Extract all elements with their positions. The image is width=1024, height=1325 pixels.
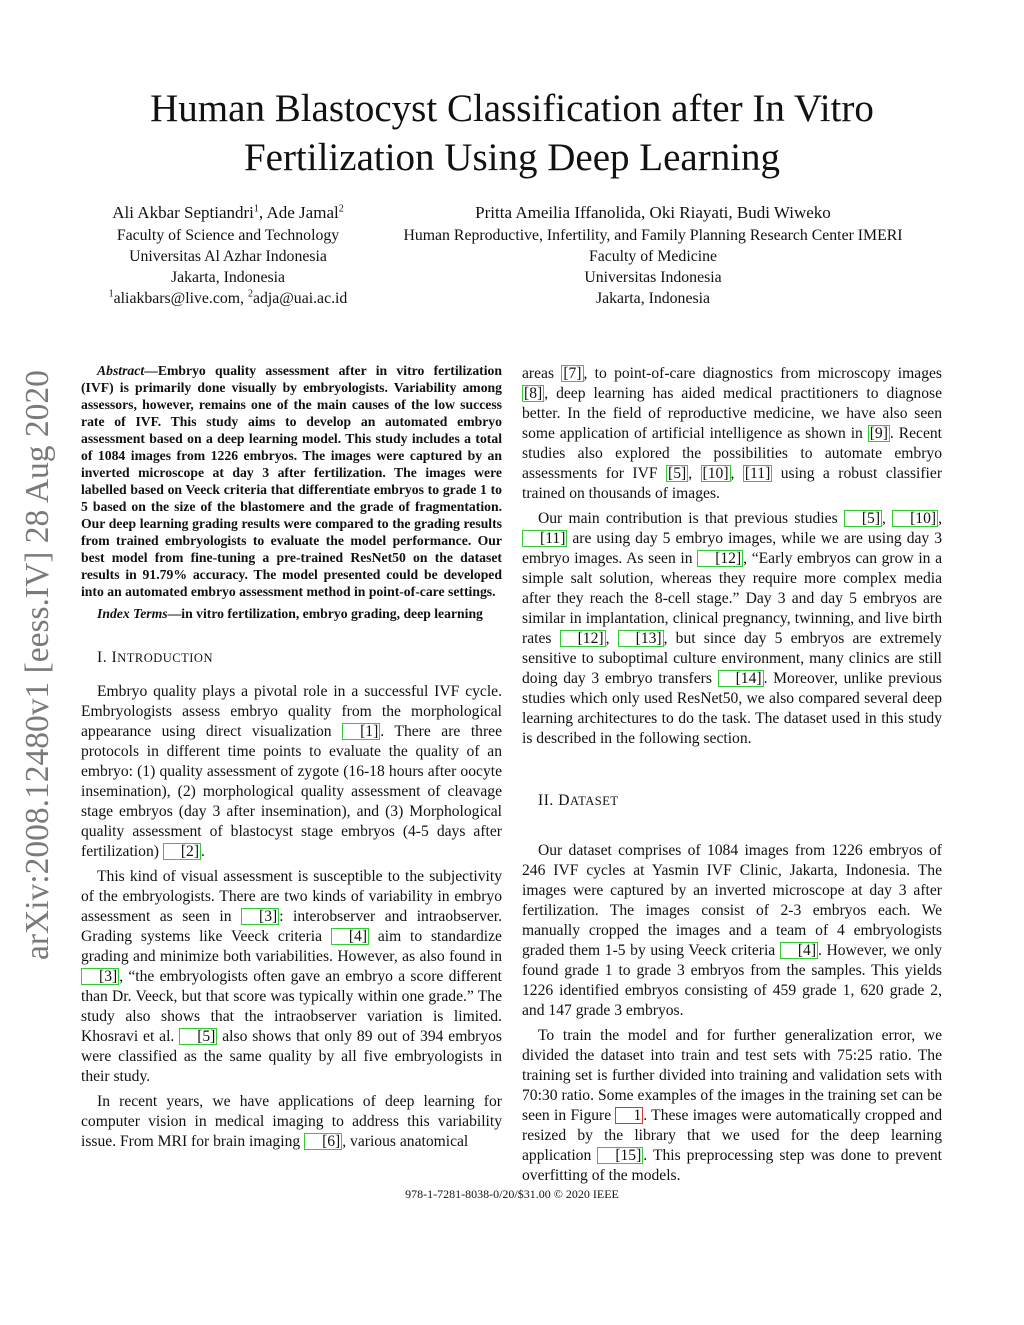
citation-link[interactable]: [11] xyxy=(744,465,771,482)
intro-paragraph-4: Our main contribution is that previous studies [5] , [10] , [11] are using day 5 embryo images, while we are using day 3 embryo images. As seen in [12] , “Early embryos can grow in a simple salt solution, whereas they require more complex media after they reach the 8-cell stage.” Day 3 and day 5 embryos are similar in implantation, clinical pregnancy, twinning, and live birth rates [12] , [13] , but since day 5 embryos are extremely sensitive to suboptimal culture environment, many clinics are still doing day 3 embryo transfers [14] . Moreover, unlike previous studies which only used ResNet50, we also compared several deep learning architectures to do the task. The dataset used in this study is described in the following section. xyxy=(522,510,942,747)
intro-paragraph-3-continued: areas [7] , to point-of-care diagnostics from microscopy images [8] , deep learning has aided medical practitioners to diagnose better. In the field of reproductive medicine, we have also seen some application of artificial intelligence as shown in [9] . Recent studies also explored the possibilities to automate embryo assessments for IVF [5] , [10] , [11] using a robust classifier trained on thousands of images. xyxy=(522,365,943,502)
section-heading-introduction: I. INTRODUCTION xyxy=(97,649,213,666)
citation-link[interactable]: [5] xyxy=(179,1028,217,1045)
citation-link[interactable]: [6] xyxy=(304,1133,342,1150)
intro-paragraph-2: This kind of visual assessment is susceptible to the subjectivity of the embryologists. There are two kinds of variability in embryo assessment as seen in [3] : interobserver and intraobserver. Grading systems like Veeck criteria [4] aim to standardize grading and minimize both variabilities. However, as also found in [3] , “the embryologists often gave an embryo a score different than Dr. Veeck, but that score was typically within one grade.” The study also shows that the intraobserver variation is limited. Khosravi et al. [5] also shows that only 89 out of 394 embryos were classified as the same quality by all five embryologists in their study. xyxy=(81,868,503,1085)
citation-link[interactable]: [1] xyxy=(342,723,380,740)
dataset-paragraph-2: To train the model and for further generalization error, we divided the dataset into train and test sets with 75:25 ratio. The training set is further divided into training and validation sets with 70:30 ratio. Some examples of the images in the training set can be seen in Figure 1 . These images were automatically cropped and resized by the library that we used for the deep learning application [15] . This preprocessing step was done to prevent overfitting of the models. xyxy=(522,1027,943,1184)
section-heading-dataset: II. DATASET xyxy=(538,792,619,809)
author-names: Pritta Ameilia Iffanolida, Oki Riayati, Budi Wiweko xyxy=(475,203,831,222)
citation-link[interactable]: [3] xyxy=(81,968,119,985)
citation-link[interactable]: [12] xyxy=(560,630,606,647)
index-terms: Index Terms—in vitro fertilization, embryo grading, deep learning xyxy=(97,606,483,621)
intro-paragraph-1: Embryo quality plays a pivotal role in a successful IVF cycle. Embryologists assess embryo quality from the morphological appearance using direct visualization [1] . There are three protocols in different time points to evaluate the quality of an embryo: (1) quality assessment of zygote (16-18 hours after oocyte insemination), (2) morphological quality assessment of cleavage stage embryos (day 3 after insemination), and (3) Morphological quality assessment of blastocyst stage embryos (4-5 days after fertilization) [2] . xyxy=(81,683,502,860)
affiliation-line: Universitas Al Azhar Indonesia xyxy=(129,248,327,265)
copyright-footer: 978-1-7281-8038-0/20/$31.00 © 2020 IEEE xyxy=(405,1187,619,1201)
title-line-2: Fertilization Using Deep Learning xyxy=(243,136,781,179)
affiliation-line: Faculty of Science and Technology xyxy=(116,227,340,244)
affiliation-line: Jakarta, Indonesia xyxy=(170,269,286,286)
citation-link[interactable]: [10] xyxy=(702,465,729,482)
citation-link[interactable]: [14] xyxy=(718,670,764,687)
author-emails: $^1$aliakbars@live.com, $^2$adja@uai.ac.id xyxy=(108,288,348,307)
affiliation-line: Jakarta, Indonesia xyxy=(595,290,711,307)
affiliation-line: Faculty of Medicine xyxy=(588,248,718,265)
intro-paragraph-3: In recent years, we have applications of deep learning for computer vision in medical imaging to address this variability issue. From MRI for brain imaging [6] , various anatomical xyxy=(81,1093,502,1150)
citation-link[interactable]: [5] xyxy=(668,465,687,482)
arxiv-identifier: arXiv:2008.12480v1 [eess.IV] 28 Aug 2020 xyxy=(19,370,56,960)
citation-link[interactable]: [9] xyxy=(869,425,888,442)
citation-link[interactable]: [4] xyxy=(780,942,818,959)
affiliation-line: Human Reproductive, Infertility, and Family Planning Research Center IMERI xyxy=(403,227,903,244)
citation-link[interactable]: [8] xyxy=(524,385,543,402)
citation-link[interactable]: [12] xyxy=(697,550,743,567)
citation-link[interactable]: [5] xyxy=(844,510,882,527)
citation-link[interactable]: [13] xyxy=(618,630,664,647)
citation-link[interactable]: [4] xyxy=(331,928,369,945)
author-names: Ali Akbar Septiandri$^1$, Ade Jamal$^2$ xyxy=(112,203,344,222)
abstract: Abstract—Embryo quality assessment after in vitro fertilization (IVF) is primarily done visually by embryologists. Variability among assessors, however, remains one of the main causes of the low success rate of IVF. This study aims to develop an automated embryo assessment based on a deep learning model. This study includes a total of 1084 images from 1226 embryos. The images were captured by an inverted microscope at day 3 after fertilization. The images were labelled based on Veeck criteria that differentiate embryos to grade 1 to 5 based on the size of the blastomere and the grade of fragmentation. Our deep learning grading results were compared to the grading results from trained embryologists to evaluate the model performance. Our best model from fine-tuning a pre-trained ResNet50 on the dataset results in 91.79% accuracy. The model presented could be developed into an automated embryo assessment method in point-of-care settings. xyxy=(81,363,502,599)
title-line-1: Human Blastocyst Classification after In Vitro xyxy=(150,87,874,130)
figure-reference-link[interactable]: 1 xyxy=(615,1107,643,1124)
citation-link[interactable]: [11] xyxy=(522,530,567,547)
paper-title xyxy=(80,84,944,182)
affiliation-line: Universitas Indonesia xyxy=(584,269,722,286)
author-block-right xyxy=(372,201,934,309)
right-column xyxy=(522,364,942,1191)
citation-link[interactable]: [7] xyxy=(563,365,582,382)
citation-link[interactable]: [2] xyxy=(163,843,201,860)
citation-link[interactable]: [10] xyxy=(892,510,938,527)
citation-link[interactable]: [3] xyxy=(241,908,279,925)
author-block-left xyxy=(80,201,376,309)
dataset-paragraph-1: Our dataset comprises of 1084 images from 1226 embryos of 246 IVF cycles at Yasmin IVF Clinic, Jakarta, Indonesia. The images were captured by an inverted microscope at day 3 after fertilization. The images consist of 2-3 embryos each. We manually cropped the images and a team of 4 embryologists graded them 1-5 by using Veeck criteria [4] . However, we only found grade 1 to grade 3 embryos from the samples. This yields 1226 identified embryos consisting of 459 grade 1, 620 grade 2, and 147 grade 3 embryos. xyxy=(522,842,942,1019)
left-column xyxy=(81,362,502,1157)
citation-link[interactable]: [15] xyxy=(597,1147,643,1164)
